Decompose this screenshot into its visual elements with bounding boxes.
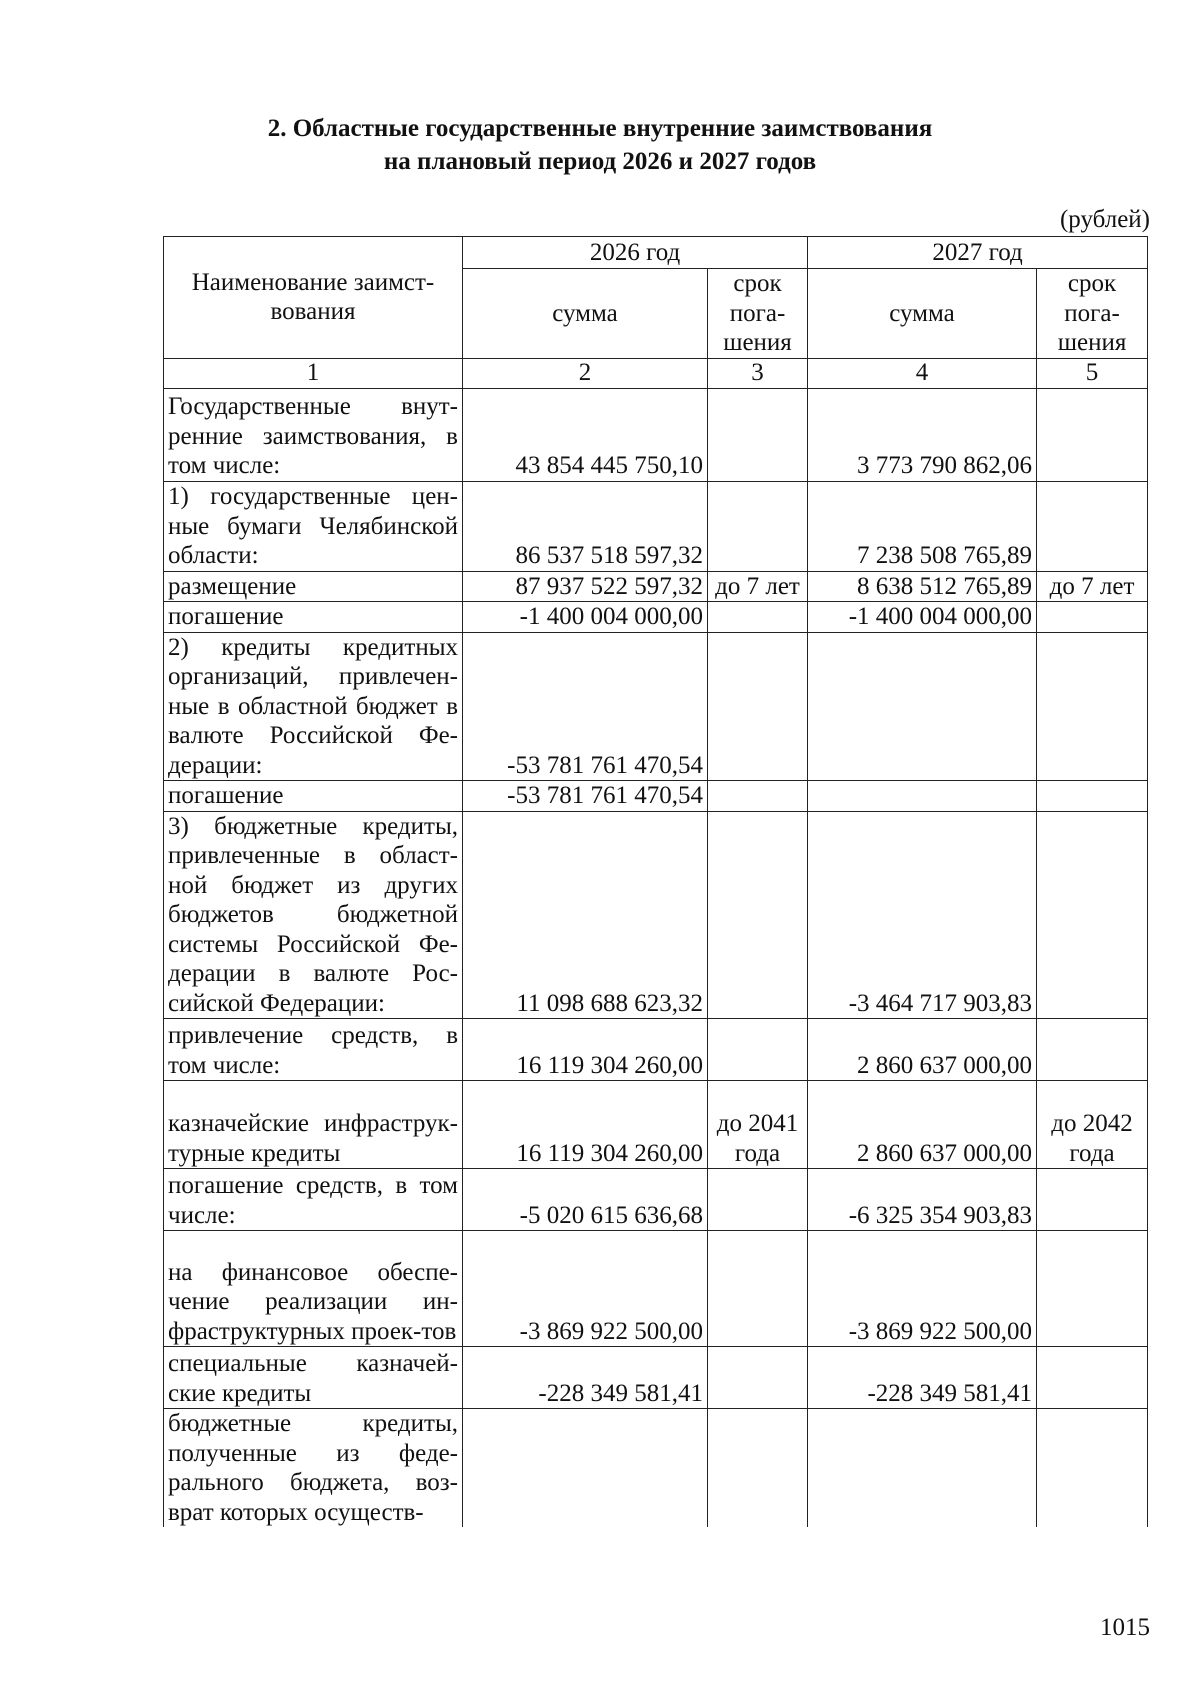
row-name: Государственные внут-ренние заимствования, в том числе: xyxy=(164,388,463,481)
term-2027 xyxy=(1037,632,1148,781)
header-year-2027: 2027 год xyxy=(808,237,1148,269)
header-name: Наименование заимст-вования xyxy=(164,237,463,359)
row-name: размещение xyxy=(164,571,463,602)
sum-2026: -3 869 922 500,00 xyxy=(463,1231,708,1347)
column-index: 1 xyxy=(164,358,463,388)
table-row xyxy=(164,811,1148,1019)
sum-2026: 16 119 304 260,00 xyxy=(463,1019,708,1081)
sum-2026 xyxy=(463,1409,708,1528)
term-2026 xyxy=(708,1347,808,1409)
sum-2026: 43 854 445 750,10 xyxy=(463,388,708,481)
borrowings-table xyxy=(163,236,1148,1527)
sum-2026: -1 400 004 000,00 xyxy=(463,602,708,633)
sum-2027: 8 638 512 765,89 xyxy=(808,571,1037,602)
column-index: 2 xyxy=(463,358,708,388)
sum-2027: 2 860 637 000,00 xyxy=(808,1081,1037,1169)
row-name: на финансовое обеспе-чение реализации ин-фраструктурных проек-тов xyxy=(164,1231,463,1347)
row-name: 3) бюджетные кредиты, привлеченные в област-ной бюджет из других бюджетов бюджетной системы Российской Фе-дерации в валюте Рос-сийской Федерации: xyxy=(164,811,463,1019)
term-2027 xyxy=(1037,481,1148,571)
term-2026 xyxy=(708,481,808,571)
table-row xyxy=(164,1409,1148,1528)
sum-2027: -3 464 717 903,83 xyxy=(808,811,1037,1019)
table-row xyxy=(164,1231,1148,1347)
table-row xyxy=(164,1019,1148,1081)
row-name: погашение xyxy=(164,781,463,812)
term-2027 xyxy=(1037,602,1148,633)
table-row xyxy=(164,1081,1148,1169)
row-name: бюджетные кредиты, полученные из феде-рального бюджета, воз-врат которых осуществ- xyxy=(164,1409,463,1528)
term-2026 xyxy=(708,602,808,633)
sum-2027 xyxy=(808,781,1037,812)
header-sum-2027: сумма xyxy=(808,269,1037,359)
column-index: 5 xyxy=(1037,358,1148,388)
header-year-2026: 2026 год xyxy=(463,237,808,269)
sum-2026: 16 119 304 260,00 xyxy=(463,1081,708,1169)
term-2026 xyxy=(708,781,808,812)
term-2027 xyxy=(1037,1019,1148,1081)
term-2027 xyxy=(1037,1347,1148,1409)
sum-2026: -5 020 615 636,68 xyxy=(463,1169,708,1231)
page-number: 1015 xyxy=(1100,1614,1150,1641)
sum-2027 xyxy=(808,632,1037,781)
unit-label: (рублей) xyxy=(1059,206,1150,233)
row-name: привлечение средств, в том числе: xyxy=(164,1019,463,1081)
term-2026 xyxy=(708,388,808,481)
sum-2026: 11 098 688 623,32 xyxy=(463,811,708,1019)
table-row xyxy=(164,781,1148,812)
sum-2027: 7 238 508 765,89 xyxy=(808,481,1037,571)
term-2026 xyxy=(708,1019,808,1081)
row-name: специальные казначей-ские кредиты xyxy=(164,1347,463,1409)
header-sum-2026: сумма xyxy=(463,269,708,359)
term-2026 xyxy=(708,1169,808,1231)
header-term-2026: срок пога-шения xyxy=(708,269,808,359)
sum-2026: 86 537 518 597,32 xyxy=(463,481,708,571)
row-name: 2) кредиты кредитных организаций, привлечен-ные в областной бюджет в валюте Российской Фе-дерации: xyxy=(164,632,463,781)
sum-2027: -1 400 004 000,00 xyxy=(808,602,1037,633)
term-2027 xyxy=(1037,781,1148,812)
column-index: 3 xyxy=(708,358,808,388)
sum-2027: -228 349 581,41 xyxy=(808,1347,1037,1409)
term-2027 xyxy=(1037,811,1148,1019)
table-row xyxy=(164,388,1148,481)
title-line-1: 2. Областные государственные внутренние заимствования xyxy=(267,115,933,142)
sum-2026: 87 937 522 597,32 xyxy=(463,571,708,602)
sum-2027: -6 325 354 903,83 xyxy=(808,1169,1037,1231)
term-2026 xyxy=(708,632,808,781)
term-2027 xyxy=(1037,1231,1148,1347)
row-name: погашение xyxy=(164,602,463,633)
borrowings-table-body xyxy=(164,237,1148,1528)
sum-2027 xyxy=(808,1409,1037,1528)
term-2026: до 2041 года xyxy=(708,1081,808,1169)
term-2026 xyxy=(708,1409,808,1528)
term-2026 xyxy=(708,811,808,1019)
column-index-row xyxy=(164,358,1148,388)
term-2026: до 7 лет xyxy=(708,571,808,602)
row-name: казначейские инфраструк-турные кредиты xyxy=(164,1081,463,1169)
document-title xyxy=(200,112,1000,178)
term-2027: до 2042 года xyxy=(1037,1081,1148,1169)
sum-2027: 3 773 790 862,06 xyxy=(808,388,1037,481)
column-index: 4 xyxy=(808,358,1037,388)
table-row xyxy=(164,481,1148,571)
table-row xyxy=(164,632,1148,781)
row-name: 1) государственные цен-ные бумаги Челябинской области: xyxy=(164,481,463,571)
sum-2027: 2 860 637 000,00 xyxy=(808,1019,1037,1081)
term-2027 xyxy=(1037,388,1148,481)
table-row xyxy=(164,1169,1148,1231)
title-line-2: на плановый период 2026 и 2027 годов xyxy=(383,148,817,175)
sum-2027: -3 869 922 500,00 xyxy=(808,1231,1037,1347)
table-row xyxy=(164,602,1148,633)
term-2027: до 7 лет xyxy=(1037,571,1148,602)
header-term-2027: срок пога-шения xyxy=(1037,269,1148,359)
sum-2026: -228 349 581,41 xyxy=(463,1347,708,1409)
sum-2026: -53 781 761 470,54 xyxy=(463,632,708,781)
term-2026 xyxy=(708,1231,808,1347)
row-name: погашение средств, в том числе: xyxy=(164,1169,463,1231)
term-2027 xyxy=(1037,1169,1148,1231)
table-row xyxy=(164,571,1148,602)
table-row xyxy=(164,1347,1148,1409)
term-2027 xyxy=(1037,1409,1148,1528)
sum-2026: -53 781 761 470,54 xyxy=(463,781,708,812)
header-row-years xyxy=(164,237,1148,269)
